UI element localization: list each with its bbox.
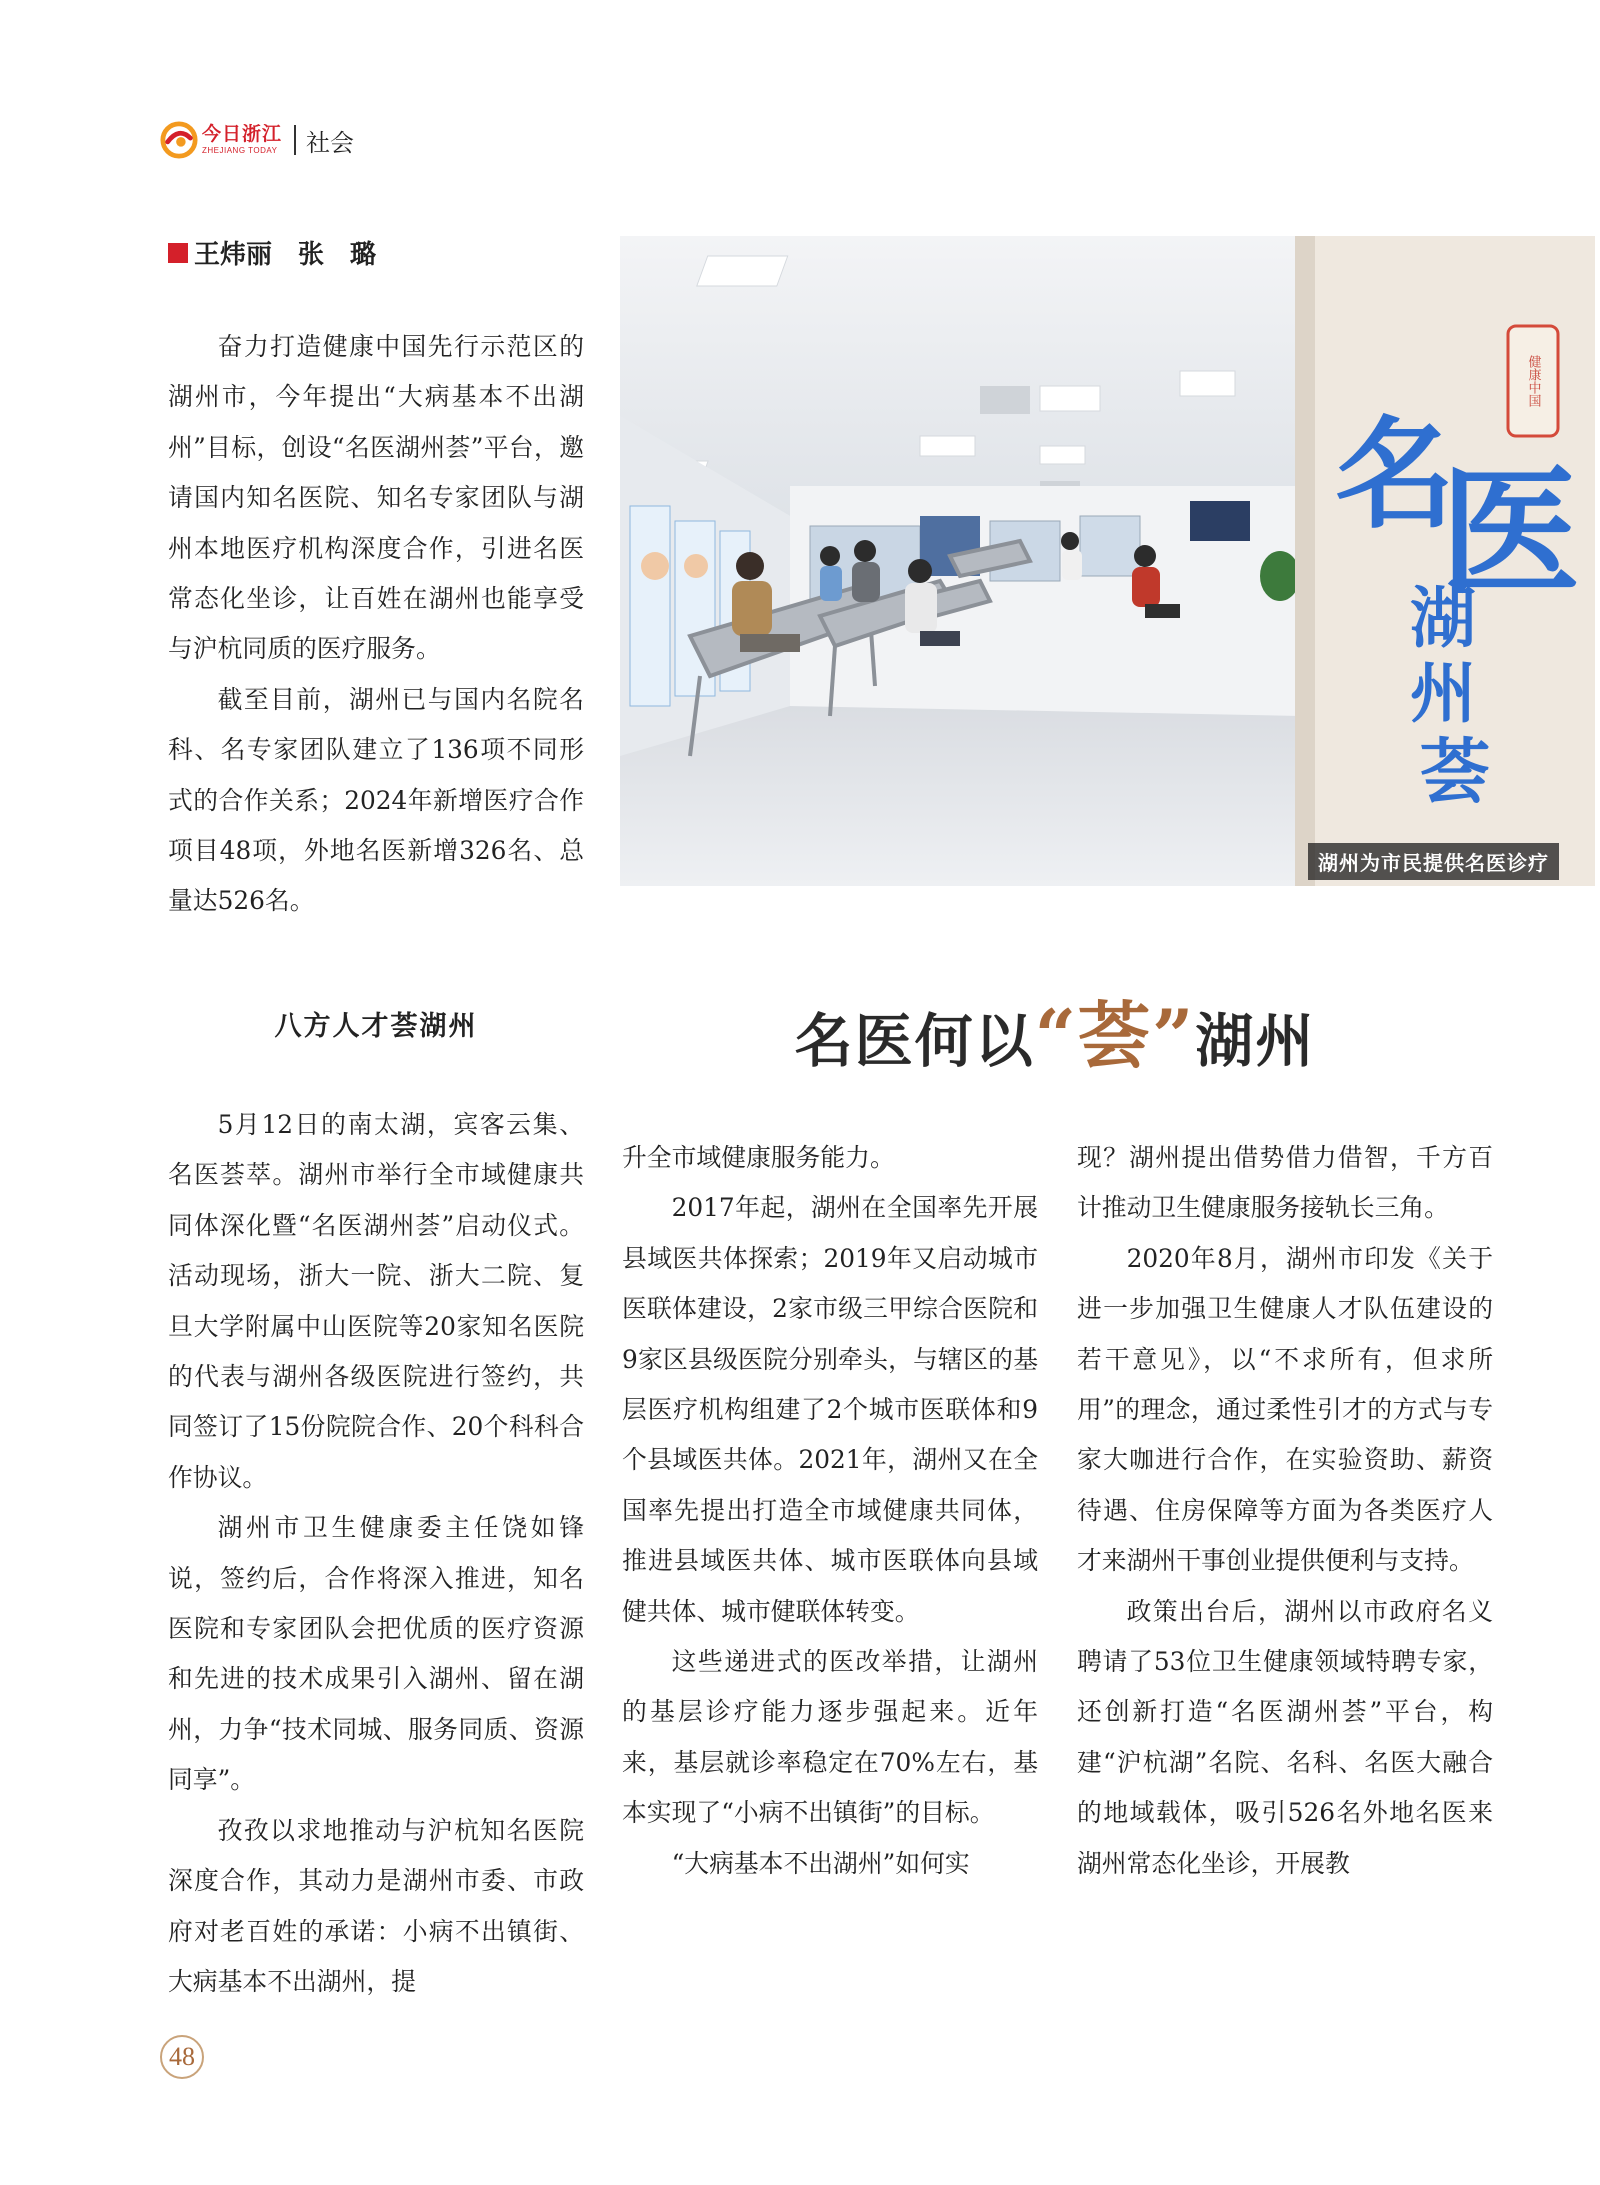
paragraph: 升全市域健康服务能力。	[622, 1143, 895, 1172]
paragraph: 湖州市卫生健康委主任饶如锋说，签约后，合作将深入推进，知名医院和专家团队会把优质的医疗资源和先进的技术成果引入湖州、留在湖州，力争“技术同城、服务同质、资源同享”。	[168, 1513, 584, 1795]
section-label: 社会	[306, 128, 355, 157]
logo-chinese-text: 今日浙江	[202, 123, 283, 145]
author-names: 王炜丽 张 璐	[194, 240, 377, 270]
page-number: 48	[160, 2035, 204, 2079]
red-square-marker	[168, 243, 188, 263]
hospital-photo	[620, 236, 1595, 886]
wall-sign-char: 医	[1440, 452, 1581, 615]
body-column-1	[168, 1100, 584, 2007]
paragraph: 截至目前，湖州已与国内名院名科、名专家团队建立了136项不同形式的合作关系；2024年新增医疗合作项目48项，外地名医新增326名、总量达526名。	[168, 684, 584, 916]
seal-text: 健康中国	[1525, 355, 1541, 407]
wall-sign-char: 荟	[1420, 731, 1490, 813]
paragraph: 2017年起，湖州在全国率先开展县域医共体探索；2019年又启动城市医联体建设，2家市级三甲综合医院和9家区县级医院分别牵头，与辖区的基层医疗机构组建了2个城市医联体和9个县域医共体。2021年，湖州又在全国率先提出打造全市域健康共同体，推进县域医共体、城市医联体向县域健共体、城市健联体转变。	[622, 1193, 1038, 1626]
photo-caption: 湖州为市民提供名医诊疗	[1308, 843, 1559, 880]
wall-sign-char: 州	[1410, 655, 1476, 732]
paragraph: 5月12日的南太湖，宾客云集、名医荟萃。湖州市举行全市域健康共同体深化暨“名医湖州荟”启动仪式。活动现场，浙大一院、浙大二院、复旦大学附属中山医院等20家知名医院的代表与湖州各级医院进行签约，共同签订了15份院院合作、20个科科合作协议。	[168, 1110, 584, 1492]
paragraph: 孜孜以求地推动与沪杭知名医院深度合作，其动力是湖州市委、市政府对老百姓的承诺：小病不出镇街、大病基本不出湖州，提	[168, 1815, 584, 1996]
intro-text	[168, 322, 584, 927]
section-subheading: 八方人才荟湖州	[274, 1011, 478, 1042]
article-title	[620, 978, 1490, 1082]
page-header	[160, 118, 354, 162]
paragraph: 政策出台后，湖州以市政府名义聘请了53位卫生健康领域特聘专家，还创新打造“名医湖州荟”平台，构建“沪杭湖”名院、名科、名医大融合的地域载体，吸引526名外地名医来湖州常态化坐诊，开展教	[1077, 1596, 1493, 1878]
paragraph: “大病基本不出湖州”如何实	[671, 1848, 970, 1878]
wall-sign-char: 湖	[1410, 580, 1476, 657]
title-part: 湖州	[1195, 1007, 1316, 1075]
paragraph: 2020年8月，湖州市印发《关于进一步加强卫生健康人才队伍建设的若干意见》，以“不求所有，但求所用”的理念，通过柔性引才的方式与专家大咖进行合作，在实验资助、薪资待遇、住房保障等方面为各类医疗人才来湖州干事创业提供便利与支持。	[1077, 1243, 1493, 1576]
paragraph: 这些递进式的医改举措，让湖州的基层诊疗能力逐步强起来。近年来，基层就诊率稳定在70%左右，基本实现了“小病不出镇街”的目标。	[622, 1647, 1038, 1828]
wall-sign-char: 名	[1335, 406, 1455, 545]
logo-english-text: ZHEJIANG TODAY	[202, 146, 278, 155]
paragraph: 现？湖州提出借势借力借智，千方百计推动卫生健康服务接轨长三角。	[1077, 1143, 1493, 1223]
magazine-logo	[160, 121, 282, 159]
paragraph: 奋力打造健康中国先行示范区的湖州市，今年提出“大病基本不出湖州”目标，创设“名医湖州荟”平台，邀请国内知名医院、知名专家团队与湖州本地医疗机构深度合作，引进名医常态化坐诊，让百姓在湖州也能享受与沪杭同质的医疗服务。	[168, 332, 584, 664]
swirl-logo-icon	[160, 121, 198, 159]
body-column-2	[622, 1133, 1038, 1889]
byline	[168, 234, 376, 271]
title-accent: “荟”	[1034, 993, 1196, 1078]
body-column-3	[1077, 1133, 1493, 1889]
title-part: 名医何以	[794, 1007, 1035, 1075]
waiting-hall-illustration	[620, 236, 1595, 886]
header-divider	[294, 125, 296, 155]
